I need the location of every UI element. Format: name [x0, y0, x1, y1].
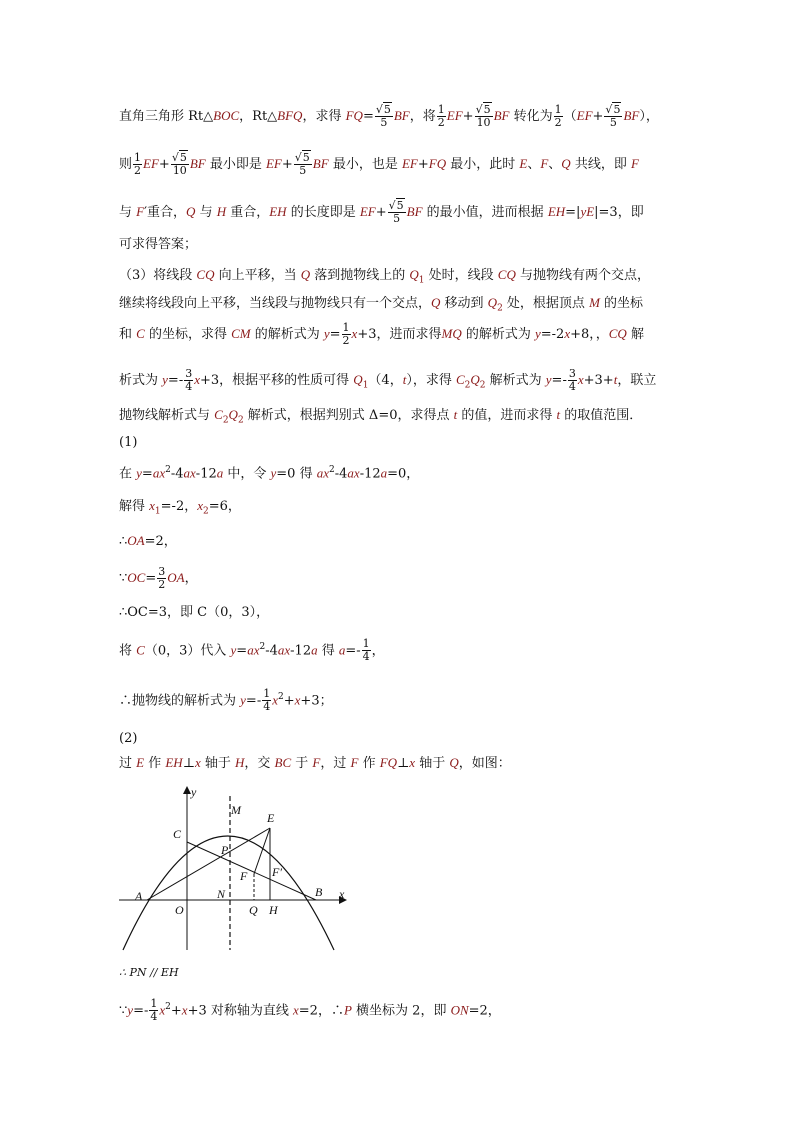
label-h: H — [269, 903, 278, 917]
text-line-13: ∴OA=2， — [119, 533, 177, 549]
text-line-19: 过 E 作 EH⊥x 轴于 H，交 BC 于 F，过 F 作 FQ⊥x 轴于 Q，如图： — [119, 755, 511, 771]
label-b: B — [315, 885, 323, 899]
label-n: N — [217, 887, 226, 901]
text-line-6: 继续将线段向上平移，当线段与抛物线只有一个交点，Q 移动到 $Q_2$ 处，根据顶点 M 的坐标 — [119, 295, 644, 314]
label-c: C — [173, 827, 182, 841]
label-e: E — [267, 811, 275, 825]
text-line-8: 析式为 y=- $\frac{3}{4}$ x+3，根据平移的性质可得 $Q_1(4$，t），求得 $C_2Q_2$ 解析式为 y=- $\frac{3}{4}$ x+3+t，联立 — [119, 367, 657, 393]
label-a: A — [135, 889, 143, 903]
segment-ef — [254, 828, 270, 874]
label-q: Q — [249, 903, 258, 917]
text-line-18: (2) — [119, 731, 138, 746]
geometry-figure — [119, 782, 359, 958]
text-line-14: ∵OC= $\frac{3}{2}$ OA， — [119, 565, 198, 591]
text-line-3: 与 F′重合，Q 与 H 重合，EH 的长度即是 EF+ $\frac{√5}{5}$ BF 的最小值，进而根据 EH=|yE|=3，即 — [119, 199, 644, 225]
label-o: O — [175, 903, 184, 917]
segment-ae — [147, 828, 270, 900]
parabola-diagram-svg — [119, 782, 359, 954]
label-p: P — [221, 843, 229, 857]
text-line-10: (1) — [119, 435, 138, 450]
text-line-7: 和 C 的坐标，求得 CM 的解析式为 y= $\frac{1}{2}$ x+3，进而求得MQ 的解析式为 y=-2x+8，，CQ 解 — [119, 321, 644, 347]
text-line-20: ∴ PN // EH — [119, 966, 179, 979]
parabola-curve — [123, 836, 334, 950]
text-line-4: 可求得答案； — [119, 237, 198, 252]
label-m: M — [231, 803, 241, 817]
text-line-2: 则 $\frac{1}{2}$ EF+ $\frac{√5}{10}$ BF 最小即是 EF+ $\frac{√5}{5}$ BF 最小，也是 EF+FQ 最小，此时 E、F、Q 共线，即 F — [119, 151, 639, 177]
text-line-15: ∴OC=3，即 C（0，3）， — [119, 605, 270, 620]
label-f: F — [240, 869, 248, 883]
text-line-17: ∴抛物线的解析式为 y=- $\frac{1}{4}$ $x^2+x+3$； — [119, 687, 333, 714]
label-f-prime: F′ — [272, 865, 282, 879]
text-line-9: 抛物线解析式与 $C_2Q_2$ 解析式，根据判别式 Δ=0，求得点 t 的值，进而求得 t 的取值范围． — [119, 407, 643, 426]
text-line-11: 在 $y=ax^2-4ax-12a$ 中，令 y=0 得 $ax^2-4ax-12a=0$， — [119, 465, 420, 482]
text-line-5: （3）将线段 CQ 向上平移，当 Q 落到抛物线上的 $Q_1$ 处时，线段 CQ 与抛物线有两个交点， — [119, 267, 650, 286]
text-line-21: ∵y=- $\frac{1}{4}$ $x^2+x+3$ 对称轴为直线 x=2，∴P 横坐标为 2，即 ON=2， — [119, 997, 501, 1024]
text-line-12: 解得 $x_1=-2$，$x_2=6$， — [119, 498, 241, 517]
text-line-1: 直角三角形 Rt△BOC，Rt△BFQ，求得 FQ= $\frac{√5}{5}$ BF，将 $\frac{1}{2}$ EF+ $\frac{√5}{10}$ BF 转化为 $\frac{1}{2}$ （EF+ $\frac{√5}{5}$ BF）， — [119, 103, 659, 129]
segment-cb — [187, 842, 316, 900]
y-axis-arrow — [183, 786, 191, 794]
label-x-axis: x — [339, 887, 345, 901]
text-line-16: 将 C（0，3）代入 $y=ax^2-4ax-12a$ 得 a=- $\frac{1}{4}$ ， — [119, 637, 385, 664]
label-y-axis: y — [191, 785, 197, 799]
